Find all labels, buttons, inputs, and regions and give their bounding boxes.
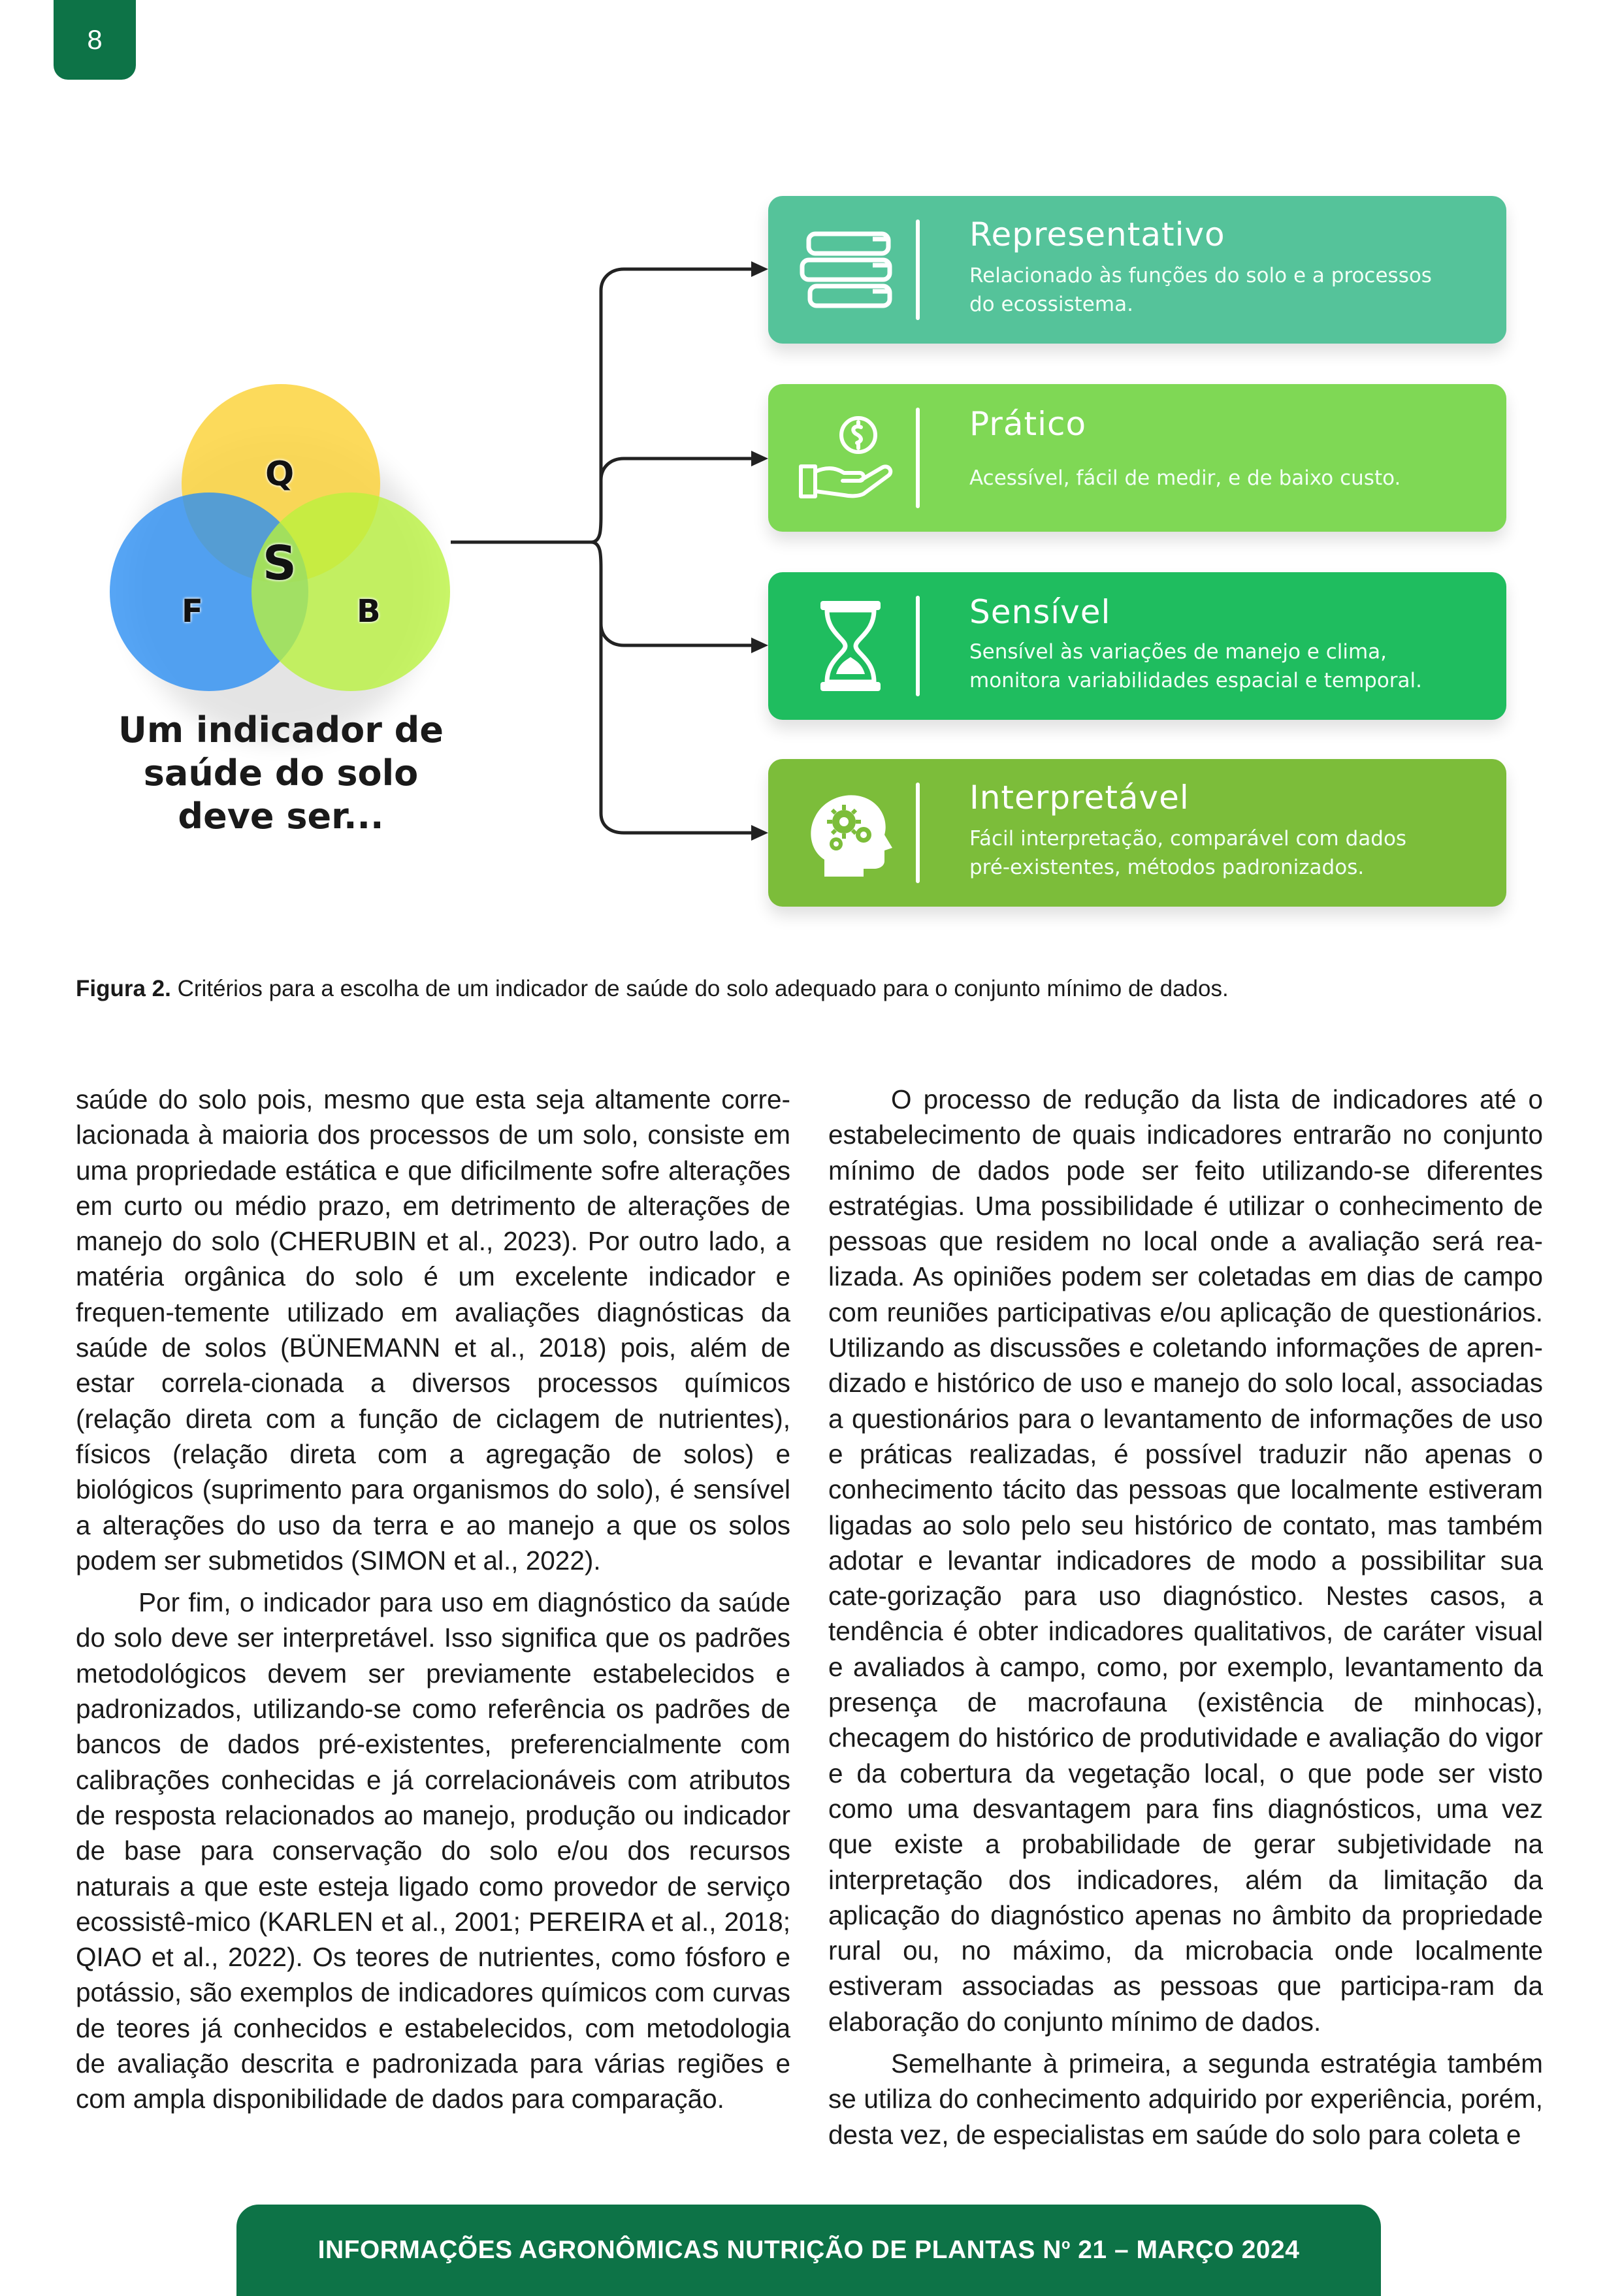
figure-caption	[76, 976, 1546, 1002]
right-column	[828, 1082, 1543, 2159]
head-gears-icon	[796, 779, 904, 887]
criterion-card-pratico	[768, 384, 1506, 532]
page-number: 8	[54, 0, 136, 80]
criterion-card-representativo	[768, 196, 1506, 344]
card-divider	[916, 408, 920, 508]
card-description	[969, 261, 1492, 319]
venn-title-line: saúde do solo	[143, 752, 419, 794]
venn-label-f: F	[182, 593, 203, 630]
caption-text: Critérios para a escolha de um indicador de saúde do solo adequado para o conjunto mínimo de dados.	[170, 976, 1229, 1001]
card-divider	[916, 783, 920, 883]
card-divider	[916, 219, 920, 320]
card-description-line: do ecossistema.	[969, 293, 1133, 316]
venn-title	[91, 709, 470, 838]
paragraph: saúde do solo pois, mesmo que esta seja altamente corre-lacionada à maioria dos processos de um solo, consiste em uma propriedade estática e que dificilmente sofre alterações em curto ou médio prazo, em detrimento de alterações de manejo do solo (CHERUBIN et al., 2023). Por outro lado, a matéria orgânica do solo é um excelente indicador e frequen-temente utilizado em avaliações diagnósticas da saúde de solos (BÜNEMANN et al., 2018) pois, além de estar correla-cionada a diversos processos químicos (relação direta com a função de ciclagem de nutrientes), físicos (relação direta com a agregação de solos) e biológicos (suprimento para organismos do solo), é sensível a alterações do uso da terra e ao manejo a que os solos podem ser submetidos (SIMON et al., 2022).	[76, 1084, 790, 1576]
paragraph: Por fim, o indicador para uso em diagnóstico da saúde do solo deve ser interpretável. Isso significa que os padrões metodológicos devem ser previamente estabelecidos e padronizados, utilizando-se como referência os padrões de bancos de dados pré-existentes, preferencialmente com calibrações conhecidas e já correlacionáveis com atributos de resposta relacionados ao manejo, produção ou indicador de base para conservação do solo e/ou dos recursos naturais a que este esteja ligado como provedor de serviço ecossistê-mico (KARLEN et al., 2001; PEREIRA et al., 2018; QIAO et al., 2022). Os teores de nutrientes, como fósforo e potássio, são exemplos de indicadores químicos com curvas de teores já conhecidos e estabelecidos, com metodologia de avaliação descrita e padronizada para várias regiões e com ampla disponibilidade de dados para comparação.	[76, 1587, 790, 2114]
venn-title-line: deve ser...	[178, 796, 384, 837]
journal-footer	[236, 2205, 1381, 2296]
figure-2	[0, 0, 1620, 967]
card-title: Prático	[969, 405, 1087, 443]
footer-text-start: INFORMAÇÕES AGRONÔMICAS NUTRIÇÃO DE PLANTAS N	[317, 2236, 1061, 2264]
footer-text	[318, 2236, 1300, 2265]
card-description-line: Fácil interpretação, comparável com dados	[969, 827, 1407, 850]
books-icon	[796, 216, 904, 324]
money-hand-icon	[796, 404, 904, 512]
arrow-heads	[751, 261, 768, 841]
paragraph: O processo de redução da lista de indicadores até o estabelecimento de quais indicadores entrarão no conjunto mínimo de dados pode ser feito utilizando-se diferentes estratégias. Uma possibilidade é utilizar o conhecimento de pessoas que residem no local onde a avaliação será rea-lizada. As opiniões podem ser coletadas em dias de campo com reuniões participativas e/ou aplicação de questionários. Utilizando as discussões e coletando informações de apren-dizado e histórico de uso e manejo do solo local, associadas a questionários para o levantamento de informações de uso e práticas realizadas, é possível traduzir não apenas o conhecimento tácito das pessoas que localmente estiveram ligadas ao solo pelo seu histórico de contato, mas também adotar e levantar indicadores de modo a possibilitar sua cate-gorização para uso diagnóstico. Nestes casos, a tendência é obter indicadores qualitativos, de caráter visual e avaliados à campo, como, por exemplo, levantamento da presença de macrofauna (existência de minhocas), checagem do histórico de produtividade e avaliação do vigor e da cobertura da vegetação local, o que pode ser visto como uma desvantagem para fins diagnósticos, uma vez que existe a probabilidade de gerar subjetividade na interpretação dos indicadores, além da limitação da aplicação do diagnóstico apenas no âmbito da propriedade rural ou, no máximo, da microbacia onde localmente estiveram associadas as pessoas que participa-ram da elaboração do conjunto mínimo de dados.	[828, 1084, 1543, 2037]
card-title: Interpretável	[969, 779, 1190, 817]
venn-label-b: B	[357, 593, 381, 630]
card-description	[969, 464, 1492, 493]
venn-title-line: Um indicador de	[118, 709, 444, 751]
card-title: Representativo	[969, 216, 1225, 253]
card-description-line: pré-existentes, métodos padronizados.	[969, 856, 1365, 879]
footer-sup: o	[1061, 2236, 1071, 2252]
card-description	[969, 638, 1492, 695]
left-column	[76, 1082, 790, 2124]
venn-circle-b	[251, 493, 450, 691]
card-description-line: Acessível, fácil de medir, e de baixo custo.	[969, 466, 1401, 490]
footer-text-end: 21 – MARÇO 2024	[1070, 2236, 1300, 2264]
hourglass-icon	[796, 592, 904, 700]
venn-label-s: S	[263, 536, 297, 590]
paragraph: Semelhante à primeira, a segunda estratégia também se utiliza do conhecimento adquirido por experiência, porém, desta vez, de especialistas em saúde do solo para coleta e	[828, 2048, 1543, 2150]
card-description-line: monitora variabilidades espacial e temporal.	[969, 669, 1423, 692]
card-description-line: Sensível às variações de manejo e clima,	[969, 640, 1387, 664]
card-title: Sensível	[969, 593, 1111, 631]
card-divider	[916, 596, 920, 696]
connector-lines	[451, 269, 758, 833]
criterion-card-interpretavel	[768, 759, 1506, 907]
criterion-card-sensivel	[768, 572, 1506, 720]
venn-label-q: Q	[265, 455, 295, 494]
caption-label: Figura 2.	[76, 976, 171, 1001]
card-description-line: Relacionado às funções do solo e a processos	[969, 264, 1432, 287]
card-description	[969, 824, 1492, 882]
